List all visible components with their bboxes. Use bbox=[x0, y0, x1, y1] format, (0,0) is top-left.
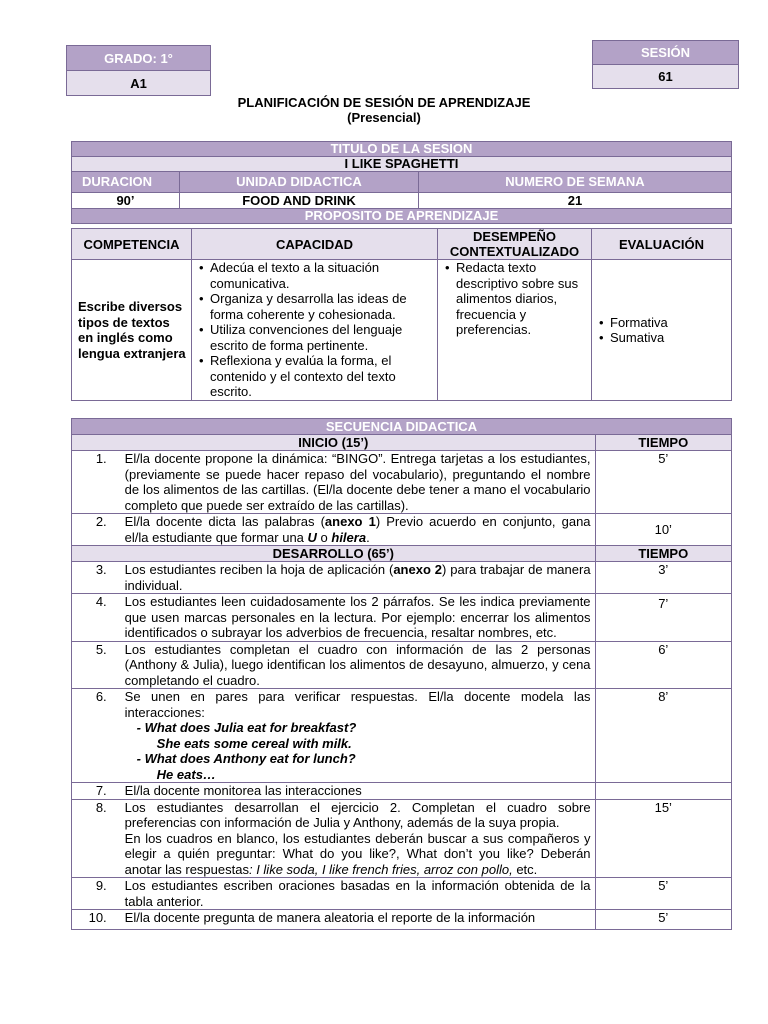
text-part: o bbox=[316, 529, 332, 545]
table-row bbox=[72, 783, 732, 800]
table-row bbox=[72, 594, 732, 642]
table-row bbox=[72, 641, 732, 689]
duracion-label: DURACION bbox=[72, 172, 180, 193]
item-number: 10. bbox=[72, 910, 121, 930]
item-time: 15’ bbox=[595, 799, 731, 878]
item-text: El/la docente pregunta de manera aleatoria el reporte de la información bbox=[121, 910, 595, 930]
list-item: • Redacta texto descriptivo sobre sus alimentos diarios, frecuencia y preferencias. bbox=[456, 260, 587, 338]
item-time: 5’ bbox=[595, 878, 731, 910]
item-number: 4. bbox=[72, 594, 121, 642]
grado-box bbox=[66, 45, 211, 96]
item-text bbox=[121, 689, 595, 783]
table-row bbox=[72, 878, 732, 910]
duracion-value: 90’ bbox=[72, 193, 180, 209]
text-emphasis: hilera bbox=[331, 529, 367, 545]
item-number: 8. bbox=[72, 799, 121, 878]
text-part: En los cuadros en blanco, los estudiantes deberán buscar a sus compañeros y elegir a quién preguntar: What do you like?, What don’t you like? Deberán anotar las respuestas bbox=[124, 830, 591, 877]
semana-label: NUMERO DE SEMANA bbox=[419, 172, 732, 193]
table-row bbox=[72, 514, 732, 546]
item-text bbox=[121, 562, 595, 594]
item-number: 6. bbox=[72, 689, 121, 783]
item-text bbox=[121, 799, 595, 878]
desempeno-list bbox=[442, 260, 587, 338]
item-time: 6’ bbox=[595, 641, 731, 689]
secuencia-title: SECUENCIA DIDACTICA bbox=[72, 419, 732, 435]
text-part: ) para trabajar de manera individual. bbox=[124, 562, 591, 593]
text-part: El/la docente dicta las palabras ( bbox=[124, 514, 325, 529]
titulo-label: TITULO DE LA SESION bbox=[72, 142, 732, 157]
dialogue-line: She eats some cereal with milk. bbox=[156, 735, 352, 751]
header-capacidad: CAPACIDAD bbox=[192, 229, 438, 260]
text-part: ) Previo acuerdo en conjunto, gana el/la estudiante que formar una bbox=[124, 514, 591, 545]
item-text: Los estudiantes leen cuidadosamente los 2 párrafos. Se les indica previamente que usen marcas personales en la lectura. Por ejemplo: encerrar los alimentos identificados o subrayar los adverbios de frecuencia, resaltar nombres, etc. bbox=[121, 594, 595, 642]
item-time: 5’ bbox=[595, 910, 731, 930]
item-number: 9. bbox=[72, 878, 121, 910]
proposito-label: PROPOSITO DE APRENDIZAJE bbox=[72, 209, 732, 224]
item-text: Los estudiantes escriben oraciones basadas en la información obtenida de la tabla anterior. bbox=[121, 878, 595, 910]
list-item: • Sumativa bbox=[610, 330, 727, 346]
item-text bbox=[121, 514, 595, 546]
page-title bbox=[0, 95, 768, 125]
header-desempeno: DESEMPEÑO CONTEXTUALIZADO bbox=[438, 229, 592, 260]
list-item: • Organiza y desarrolla las ideas de forma coherente y cohesionada. bbox=[210, 291, 433, 322]
evaluacion-list bbox=[596, 315, 727, 346]
list-item: • Utiliza convenciones del lenguaje escrito de forma pertinente. bbox=[210, 322, 433, 353]
competencia-table bbox=[71, 228, 732, 401]
list-item: • Adecúa el texto a la situación comunicativa. bbox=[210, 260, 433, 291]
table-row bbox=[72, 689, 732, 783]
unidad-label: UNIDAD DIDACTICA bbox=[180, 172, 419, 193]
table-row bbox=[72, 451, 732, 514]
dialogue-line: - What does Anthony eat for lunch? bbox=[136, 751, 356, 766]
capacidad-cell bbox=[192, 260, 438, 401]
item-text: El/la docente monitorea las interacciones bbox=[121, 783, 595, 800]
dialogue-line: He eats… bbox=[156, 766, 216, 782]
item-time: 8’ bbox=[595, 689, 731, 783]
item-time: 7’ bbox=[595, 594, 731, 642]
grado-label: GRADO: 1° bbox=[67, 46, 211, 71]
table-row bbox=[72, 910, 732, 930]
secuencia-table bbox=[71, 418, 732, 930]
unidad-value: FOOD AND DRINK bbox=[180, 193, 419, 209]
tiempo-label: TIEMPO bbox=[595, 546, 731, 562]
session-info-table bbox=[71, 141, 732, 224]
table-row bbox=[72, 562, 732, 594]
item-time: 5’ bbox=[595, 451, 731, 514]
titulo-value: I LIKE SPAGHETTI bbox=[72, 157, 732, 172]
text-part: etc. bbox=[512, 861, 538, 877]
text-part: Los estudiantes reciben la hoja de aplicación ( bbox=[124, 562, 394, 577]
header-evaluacion: EVALUACIÓN bbox=[592, 229, 732, 260]
tiempo-label: TIEMPO bbox=[595, 435, 731, 451]
desempeno-cell bbox=[438, 260, 592, 401]
dialogue-line: - What does Julia eat for breakfast? bbox=[136, 720, 357, 735]
inicio-label: INICIO (15’) bbox=[72, 435, 596, 451]
semana-value: 21 bbox=[419, 193, 732, 209]
item-text: Los estudiantes completan el cuadro con información de las 2 personas (Anthony & Julia), luego identifican los alimentos de desayuno, almuerzo, y cena completando el cuadro. bbox=[121, 641, 595, 689]
sesion-label: SESIÓN bbox=[593, 41, 739, 65]
evaluacion-cell bbox=[592, 260, 732, 401]
capacidad-list bbox=[196, 260, 433, 400]
text-emphasis: U bbox=[307, 529, 317, 545]
competencia-text: Escribe diversos tipos de textos en inglés como lengua extranjera bbox=[72, 260, 192, 401]
item-time bbox=[595, 783, 731, 800]
item-time: 3’ bbox=[595, 562, 731, 594]
grado-value: A1 bbox=[67, 71, 211, 96]
title-line1: PLANIFICACIÓN DE SESIÓN DE APRENDIZAJE bbox=[237, 95, 531, 110]
anexo-ref: anexo 2 bbox=[393, 562, 443, 577]
item-time: 10’ bbox=[595, 514, 731, 546]
sesion-value: 61 bbox=[593, 65, 739, 89]
anexo-ref: anexo 1 bbox=[324, 514, 376, 529]
text-part: Los estudiantes desarrollan el ejercicio 2. Completan el cuadro sobre preferencias con información de Julia y Anthony, además de la suya propia. bbox=[124, 799, 591, 830]
item-number: 1. bbox=[72, 451, 121, 514]
item-number: 2. bbox=[72, 514, 121, 546]
text-emphasis: : I like soda, I like french fries, arroz con pollo, bbox=[248, 861, 513, 877]
sesion-box bbox=[592, 40, 739, 89]
text-part: . bbox=[366, 529, 370, 545]
header-competencia: COMPETENCIA bbox=[72, 229, 192, 260]
item-number: 5. bbox=[72, 641, 121, 689]
list-item: • Formativa bbox=[610, 315, 727, 331]
item-number: 3. bbox=[72, 562, 121, 594]
list-item: • Reflexiona y evalúa la forma, el contenido y el contexto del texto escrito. bbox=[210, 353, 433, 400]
title-line2: (Presencial) bbox=[347, 110, 421, 125]
text-part: Se unen en pares para verificar respuestas. El/la docente modela las interacciones: bbox=[124, 689, 591, 720]
item-text: El/la docente propone la dinámica: “BINGO”. Entrega tarjetas a los estudiantes, (previamente se puede hacer repaso del vocabulario), preguntando el nombre de los alimentos de las cartillas. (El/la docente debe tener a mano el vocabulario completo que puede ser extraído de las cartillas). bbox=[121, 451, 595, 514]
table-row bbox=[72, 799, 732, 878]
desarrollo-label: DESARROLLO (65’) bbox=[72, 546, 596, 562]
item-number: 7. bbox=[72, 783, 121, 800]
